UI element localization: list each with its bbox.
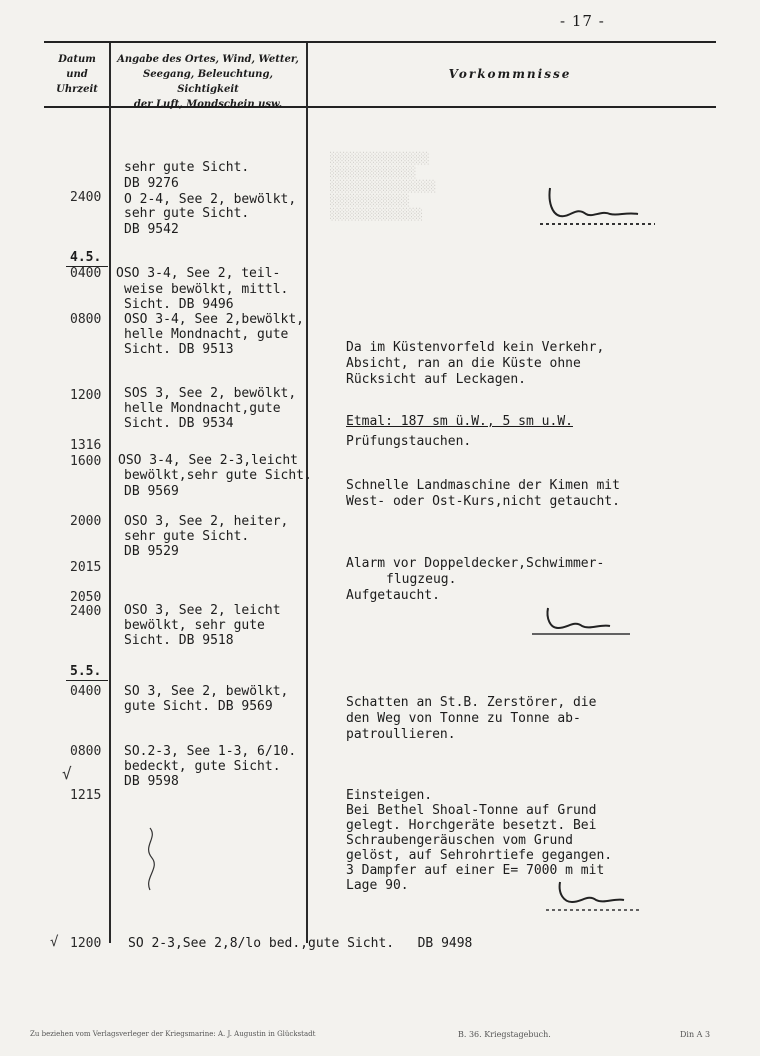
- weather-line: bewölkt,sehr gute Sicht.: [124, 468, 312, 483]
- weather-line: bewölkt, sehr gute: [124, 618, 265, 633]
- weather-line: SO 3, See 2, bewölkt,: [124, 684, 289, 699]
- event-line: Schraubengeräuschen vom Grund: [346, 833, 573, 848]
- time-entry: 1215: [70, 788, 102, 803]
- check-mark-icon: √: [62, 764, 72, 783]
- signature-initials: [530, 180, 660, 230]
- event-line: den Weg von Tonne zu Tonne ab-: [346, 711, 581, 726]
- event-line: Lage 90.: [346, 878, 409, 893]
- time-entry: 1200: [70, 936, 102, 951]
- weather-line: gute Sicht. DB 9569: [124, 699, 273, 714]
- header-line: Datum: [58, 54, 96, 65]
- time-entry: 1200: [70, 388, 102, 403]
- weather-line: Sicht. DB 9496: [124, 297, 234, 312]
- header-location-weather: [112, 52, 304, 112]
- header-line: Angabe des Ortes, Wind, Wetter,: [117, 54, 299, 65]
- weather-line: Sicht. DB 9534: [124, 416, 234, 431]
- weather-line: bedeckt, gute Sicht.: [124, 759, 281, 774]
- header-top-rule: [44, 41, 716, 43]
- header-line: Uhrzeit: [56, 84, 98, 95]
- pencil-squiggle: [128, 824, 168, 894]
- footer-publisher: Zu beziehen vom Verlagsverleger der Kriegsmarine: A. J. Augustin in Glückstadt: [30, 1030, 316, 1038]
- time-entry: 2050: [70, 590, 102, 605]
- bleed-through-text: ░░░░░░░░░░░░░░░ ░░░░░░░░░░░░░ ░░░░░░░░░░░░░░░░ ░░░░░░░░░░░░ ░░░░░░░░░░░░░░: [330, 152, 436, 221]
- weather-line: sehr gute Sicht.: [124, 206, 250, 221]
- event-line: Alarm vor Doppeldecker,Schwimmer-: [346, 556, 605, 571]
- time-entry: 1316: [70, 438, 102, 453]
- time-entry: 0400: [70, 266, 102, 281]
- weather-line-full-width: SO 2-3,See 2,8/lo bed.,gute Sicht. DB 9498: [128, 936, 473, 951]
- event-line: Bei Bethel Shoal-Tonne auf Grund: [346, 803, 597, 818]
- weather-line: DB 9542: [124, 222, 179, 237]
- weather-line: OSO 3, See 2, leicht: [124, 603, 281, 618]
- event-line: Schatten an St.B. Zerstörer, die: [346, 695, 597, 710]
- weather-line: SO.2-3, See 1-3, 6/10.: [124, 744, 297, 759]
- weather-line: OSO 3-4, See 2, teil-: [116, 266, 281, 281]
- event-line: flugzeug.: [386, 572, 457, 587]
- page-number: - 17 -: [560, 12, 605, 30]
- header-events: Vorkommnisse: [448, 67, 572, 81]
- event-line: Prüfungstauchen.: [346, 434, 472, 449]
- event-line: Rücksicht auf Leckagen.: [346, 372, 527, 387]
- weather-line: OSO 3, See 2, heiter,: [124, 514, 289, 529]
- header-date-time: [48, 52, 106, 97]
- weather-line: DB 9598: [124, 774, 179, 789]
- weather-line: Sicht. DB 9513: [124, 342, 234, 357]
- header-line: Seegang, Beleuchtung, Sichtigkeit: [143, 69, 273, 95]
- event-line: gelegt. Horchgeräte besetzt. Bei: [346, 818, 597, 833]
- event-line: Aufgetaucht.: [346, 588, 440, 603]
- weather-line: sehr gute Sicht.: [124, 529, 250, 544]
- time-entry: 2015: [70, 560, 102, 575]
- time-entry: 1600: [70, 454, 102, 469]
- event-line-etmal: Etmal: 187 sm ü.W., 5 sm u.W.: [346, 414, 573, 429]
- signature-initials: [520, 604, 640, 640]
- event-line: gelöst, auf Sehrohrtiefe gegangen.: [346, 848, 613, 863]
- weather-line: weise bewölkt, mittl.: [124, 282, 289, 297]
- event-line: 3 Dampfer auf einer E= 7000 m mit: [346, 863, 605, 878]
- date-underline: [66, 680, 108, 681]
- event-line: Da im Küstenvorfeld kein Verkehr,: [346, 340, 605, 355]
- event-line: Absicht, ran an die Küste ohne: [346, 356, 581, 371]
- footer-form-number: B. 36. Kriegstagebuch.: [458, 1030, 551, 1039]
- time-entry: 2400: [70, 604, 102, 619]
- event-line: Einsteigen.: [346, 788, 433, 803]
- event-line: West- oder Ost-Kurs,nicht getaucht.: [346, 494, 620, 509]
- weather-line: O 2-4, See 2, bewölkt,: [124, 192, 297, 207]
- event-line: patroullieren.: [346, 727, 456, 742]
- weather-line: OSO 3-4, See 2-3,leicht: [118, 453, 299, 468]
- header-line: der Luft, Mondschein usw.: [133, 99, 283, 110]
- signature-initials: [540, 880, 650, 916]
- time-entry: 0800: [70, 744, 102, 759]
- weather-line: DB 9569: [124, 484, 179, 499]
- weather-line: sehr gute Sicht.: [124, 160, 250, 175]
- event-line: Schnelle Landmaschine der Kimen mit: [346, 478, 620, 493]
- date-label: 5.5.: [70, 664, 102, 679]
- weather-line: DB 9529: [124, 544, 179, 559]
- footer-paper-size: Din A 3: [680, 1030, 711, 1039]
- column-divider-2: [306, 43, 308, 943]
- weather-line: SOS 3, See 2, bewölkt,: [124, 386, 297, 401]
- weather-line: Sicht. DB 9518: [124, 633, 234, 648]
- time-entry: 0800: [70, 312, 102, 327]
- time-entry: 0400: [70, 684, 102, 699]
- column-divider-1: [109, 43, 111, 943]
- date-label: 4.5.: [70, 250, 102, 265]
- header-line: und: [66, 69, 88, 80]
- time-entry: 2400: [70, 190, 102, 205]
- weather-line: DB 9276: [124, 176, 179, 191]
- time-entry: 2000: [70, 514, 102, 529]
- check-mark-icon: √: [50, 934, 59, 950]
- weather-line: OSO 3-4, See 2,bewölkt,: [124, 312, 305, 327]
- weather-line: helle Mondnacht,gute: [124, 401, 281, 416]
- weather-line: helle Mondnacht, gute: [124, 327, 289, 342]
